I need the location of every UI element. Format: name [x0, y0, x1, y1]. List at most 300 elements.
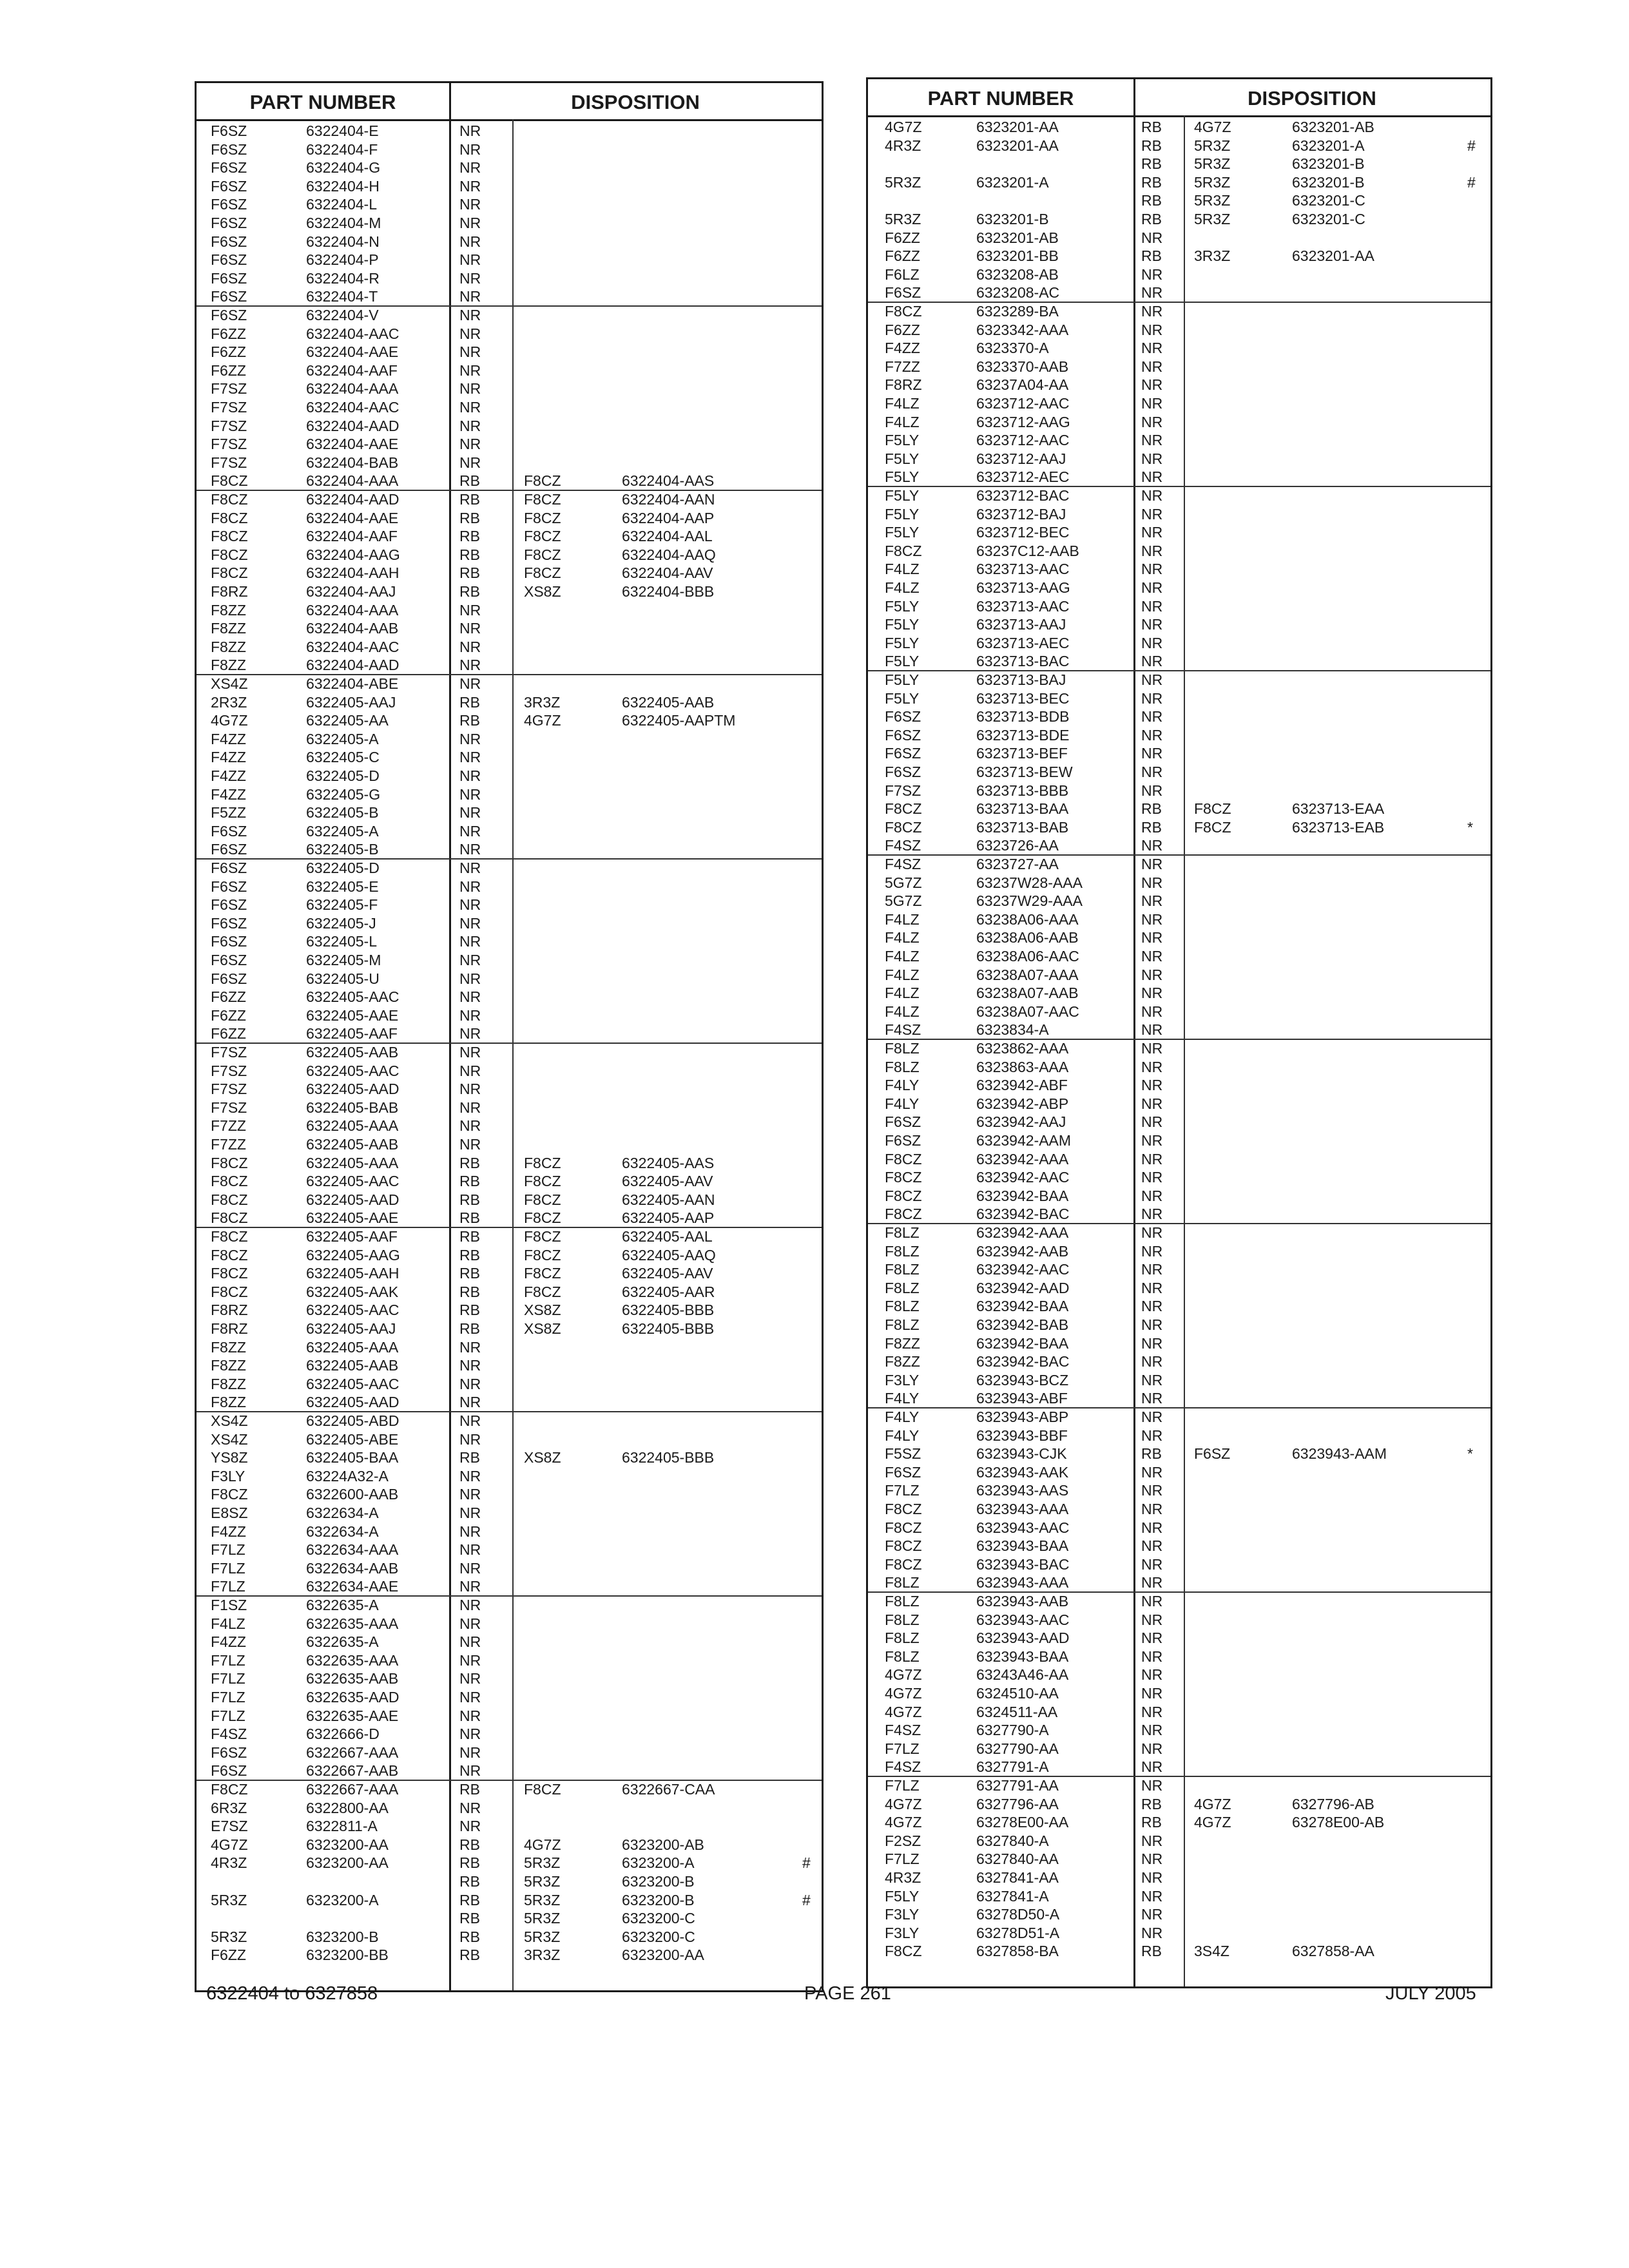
prefix-cell: F8RZ [211, 1302, 248, 1319]
part-number-cell: 6323342-AAA [976, 321, 1069, 338]
disposition-code-cell: NR [1141, 1482, 1163, 1499]
disposition-code-cell: NR [1141, 1077, 1163, 1094]
disposition-header: DISPOSITION [1248, 87, 1376, 110]
prefix-cell: F7LZ [885, 1482, 920, 1499]
prefix-cell: F4ZZ [885, 340, 920, 357]
table-row [868, 1869, 1490, 1887]
part-number-cell: 6322405-A [306, 822, 379, 840]
prefix-cell: F7SZ [211, 1099, 247, 1116]
replacement-prefix-cell: F8CZ [524, 1228, 561, 1245]
table-block [868, 117, 1490, 303]
table-row [197, 859, 822, 878]
prefix-cell: F1SZ [211, 1597, 247, 1613]
disposition-code-cell: NR [1141, 948, 1163, 965]
disposition-code-cell: NR [1141, 1040, 1163, 1057]
replacement-number-cell: 6322405-AAN [622, 1191, 715, 1208]
replacement-number-cell: 6322405-BBB [622, 1302, 715, 1319]
table-row [197, 1615, 822, 1633]
part-number-cell: 6323713-BDB [976, 708, 1070, 726]
disposition-code-cell: NR [459, 1136, 481, 1153]
table-row [197, 1669, 822, 1688]
table-row [868, 560, 1490, 579]
part-number-cell: 6322404-AAD [306, 417, 400, 434]
prefix-cell: F8ZZ [211, 620, 246, 637]
replacement-prefix-cell: 4G7Z [1194, 1814, 1231, 1831]
part-number-cell: 6322600-AAB [306, 1486, 399, 1503]
part-number-cell: 6322635-AAA [306, 1615, 399, 1632]
prefix-cell: F6ZZ [211, 325, 246, 342]
prefix-cell: F8ZZ [211, 1357, 246, 1374]
part-number-cell: 6327840-A [976, 1832, 1049, 1849]
part-number-cell: 63238A07-AAC [976, 1003, 1079, 1020]
table-row [197, 656, 822, 675]
prefix-cell: F8CZ [211, 491, 248, 508]
table-row [197, 1320, 822, 1338]
prefix-cell: F6SZ [211, 896, 247, 914]
part-number-cell: 6323713-AAC [976, 561, 1070, 578]
table-block [197, 858, 822, 1044]
prefix-cell: F6ZZ [885, 247, 920, 265]
disposition-code-cell: NR [459, 952, 481, 968]
table-row [197, 122, 822, 140]
part-number-cell: 6327840-AA [976, 1850, 1059, 1868]
part-number-cell: 6323201-B [976, 211, 1049, 227]
table-row [197, 914, 822, 933]
prefix-cell: F8CZ [885, 1501, 922, 1517]
prefix-cell: 5G7Z [885, 892, 922, 910]
table-row [868, 247, 1490, 265]
prefix-cell: F8CZ [885, 303, 922, 320]
part-number-cell: 6322634-AAA [306, 1541, 399, 1559]
replacement-prefix-cell: 4G7Z [524, 712, 561, 729]
disposition-code-cell: NR [459, 343, 481, 361]
table-row [197, 1504, 822, 1523]
prefix-cell: F8LZ [885, 1058, 920, 1075]
disposition-header: DISPOSITION [571, 91, 700, 113]
prefix-cell: F6SZ [211, 878, 247, 895]
table-block [197, 1227, 822, 1412]
table-row [868, 1666, 1490, 1684]
replacement-number-cell: 6322405-AAS [622, 1154, 715, 1171]
prefix-cell: F8ZZ [211, 1338, 246, 1356]
disposition-code-cell: NR [459, 1504, 481, 1521]
prefix-cell: F7LZ [211, 1559, 246, 1577]
disposition-code-cell: RB [1141, 1795, 1162, 1812]
prefix-cell: F7LZ [211, 1541, 246, 1559]
prefix-cell: F4ZZ [211, 730, 246, 747]
table-row [197, 748, 822, 767]
part-number-cell: 6322635-A [306, 1597, 379, 1613]
disposition-code-cell: NR [1141, 358, 1163, 375]
prefix-cell: F8CZ [211, 472, 248, 490]
table-row [868, 1832, 1490, 1850]
replacement-prefix-cell: XS8Z [524, 1320, 561, 1337]
disposition-code-cell: NR [1141, 340, 1163, 357]
table-row [197, 1191, 822, 1209]
part-number-cell: 6322635-AAA [306, 1651, 399, 1669]
disposition-code-cell: NR [459, 1651, 481, 1669]
part-number-cell: 6322405-ABE [306, 1430, 399, 1448]
replacement-number-cell: 6322404-AAV [622, 564, 713, 582]
prefix-cell: F6LZ [885, 265, 920, 283]
replacement-prefix-cell: F8CZ [524, 1209, 561, 1227]
table-row [197, 159, 822, 177]
disposition-code-cell: NR [1141, 837, 1163, 854]
table-row [197, 822, 822, 841]
replacement-number-cell: 6323200-A [622, 1854, 695, 1872]
prefix-cell: F4SZ [885, 1021, 921, 1039]
part-number-cell: 6323942-AAM [976, 1132, 1072, 1149]
prefix-cell: F8CZ [885, 1187, 922, 1204]
table-row [197, 951, 822, 970]
part-number-cell: 6323942-AAA [976, 1150, 1069, 1168]
table-row [197, 1909, 822, 1928]
part-number-cell: 63237W28-AAA [976, 874, 1083, 891]
part-number-cell: 6322405-AAD [306, 1394, 400, 1411]
part-number-cell: 6322404-AAD [306, 657, 400, 674]
part-number-cell: 6322404-AAB [306, 620, 399, 637]
part-number-cell: 6323942-BAA [976, 1298, 1069, 1315]
replacement-prefix-cell: 5R3Z [524, 1854, 561, 1872]
part-number-cell: 6323942-AAB [976, 1242, 1069, 1260]
table-row [197, 638, 822, 657]
disposition-code-cell: NR [1141, 1132, 1163, 1149]
disposition-code-cell: RB [1141, 137, 1162, 154]
prefix-cell: F6SZ [211, 307, 247, 323]
part-number-cell: 6322404-AAC [306, 638, 400, 655]
table-row [868, 155, 1490, 173]
prefix-cell: F7LZ [211, 1707, 246, 1724]
part-number-cell: 6323943-AAA [976, 1574, 1069, 1591]
part-number-cell: 6323943-AAA [976, 1501, 1069, 1517]
disposition-code-cell: NR [459, 325, 481, 342]
disposition-code-cell: NR [459, 1523, 481, 1540]
replacement-prefix-cell: 5R3Z [1194, 155, 1231, 173]
part-number-cell: 6322405-C [306, 749, 380, 766]
part-number-cell: 6323942-AAC [976, 1261, 1070, 1278]
prefix-cell: F4LZ [885, 1003, 920, 1020]
table-row [197, 1836, 822, 1854]
prefix-cell: 4G7Z [885, 1795, 922, 1812]
replacement-number-cell: 6323200-C [622, 1928, 695, 1945]
table-row [868, 782, 1490, 800]
table-row [197, 1688, 822, 1707]
part-number-cell: 63224A32-A [306, 1467, 389, 1485]
disposition-code-cell: NR [459, 804, 481, 822]
table-row [197, 1946, 822, 1965]
table-row [868, 818, 1490, 837]
table-row [197, 785, 822, 804]
table-row [197, 1062, 822, 1081]
part-number-cell: 6323713-AAC [976, 597, 1070, 615]
replacement-prefix-cell: 5R3Z [1194, 173, 1231, 191]
disposition-code-cell: NR [1141, 634, 1163, 651]
prefix-cell: F6SZ [211, 215, 247, 231]
disposition-code-cell: NR [459, 1578, 481, 1595]
prefix-cell: 4G7Z [211, 712, 248, 729]
table-row [197, 343, 822, 361]
part-number-cell: 6322405-B [306, 841, 379, 858]
table-row [197, 177, 822, 196]
part-number-cell: 6323862-AAA [976, 1040, 1069, 1057]
prefix-cell: F7LZ [211, 1651, 246, 1669]
table-row [868, 1573, 1490, 1592]
part-number-cell: 6322404-AAJ [306, 583, 396, 600]
part-number-cell: 6322405-AAB [306, 1357, 399, 1374]
table-row [197, 1559, 822, 1578]
disposition-code-cell: NR [459, 1725, 481, 1743]
table-row [868, 1003, 1490, 1021]
disposition-code-cell: NR [1141, 1408, 1163, 1425]
table-row [197, 1080, 822, 1099]
table-row [197, 233, 822, 251]
replacement-number-cell: 6322404-BBB [622, 583, 715, 600]
table-row [868, 744, 1490, 763]
prefix-cell: F5LY [885, 450, 920, 467]
table-row [868, 910, 1490, 929]
replacement-number-cell: 6323201-C [1292, 211, 1365, 227]
part-number-cell: 6322405-ABD [306, 1412, 400, 1429]
replacement-number-cell: 6322405-AAR [622, 1283, 715, 1300]
prefix-cell: F6SZ [885, 745, 921, 762]
part-number-cell: 6322405-F [306, 896, 378, 914]
table-block [868, 1591, 1490, 1777]
disposition-code-cell: NR [1141, 265, 1163, 283]
prefix-cell: F6SZ [211, 159, 247, 177]
disposition-code-cell: NR [1141, 1593, 1163, 1610]
part-number-cell: 6322405-AAB [306, 1044, 399, 1061]
replacement-prefix-cell: F8CZ [524, 564, 561, 582]
part-number-cell: 6323942-AAD [976, 1279, 1070, 1296]
prefix-cell: F7ZZ [211, 1117, 246, 1135]
prefix-cell: F7SZ [211, 399, 247, 416]
replacement-prefix-cell: F8CZ [524, 1173, 561, 1190]
table-row [868, 1352, 1490, 1371]
prefix-cell: F8CZ [211, 1265, 248, 1282]
table-block [197, 1411, 822, 1597]
disposition-code-cell: NR [459, 878, 481, 895]
part-number-cell: 63238A06-AAA [976, 910, 1079, 928]
part-number-cell: 6322405-G [306, 785, 381, 803]
part-number-cell: 6323200-AA [306, 1854, 389, 1872]
prefix-cell: 5G7Z [885, 874, 922, 891]
part-number-cell: 6323712-AEC [976, 468, 1070, 486]
part-number-cell: 6327790-AA [976, 1740, 1059, 1757]
disposition-code-cell: NR [1141, 1169, 1163, 1186]
part-number-cell: 6322404-P [306, 251, 379, 269]
part-number-cell: 6323201-A [976, 173, 1049, 191]
part-number-cell: 6322404-AAD [306, 491, 400, 508]
table-block [868, 670, 1490, 856]
disposition-code-cell: NR [459, 196, 481, 213]
disposition-code-cell: NR [1141, 579, 1163, 596]
disposition-code-cell: RB [459, 1154, 480, 1171]
part-number-cell: 6323712-BAC [976, 487, 1070, 504]
table-row [868, 1205, 1490, 1224]
table-block [868, 1223, 1490, 1408]
replacement-prefix-cell: F8CZ [524, 509, 561, 526]
table-row [197, 251, 822, 269]
disposition-code-cell: NR [459, 1412, 481, 1429]
prefix-cell: F8CZ [211, 1173, 248, 1190]
disposition-code-cell: NR [1141, 1924, 1163, 1941]
prefix-cell: F6ZZ [885, 321, 920, 338]
replacement-number-cell: 6322667-CAA [622, 1781, 715, 1798]
disposition-code-cell: NR [1141, 1427, 1163, 1444]
disposition-code-cell: NR [1141, 929, 1163, 947]
part-number-cell: 63278E00-AA [976, 1814, 1069, 1831]
part-number-cell: 6323713-BAC [976, 653, 1070, 670]
part-number-cell: 6323943-AAK [976, 1463, 1069, 1481]
disposition-code-cell: NR [1141, 450, 1163, 467]
table-row [197, 306, 822, 325]
prefix-cell: F8LZ [885, 1316, 920, 1333]
table-block [868, 854, 1490, 1040]
part-number-cell: 6323942-ABP [976, 1095, 1069, 1112]
disposition-code-cell: NR [1141, 505, 1163, 523]
part-number-cell: 6323713-BAJ [976, 671, 1066, 688]
replacement-prefix-cell: 3R3Z [524, 693, 561, 711]
part-number-cell: 6323863-AAA [976, 1058, 1069, 1075]
part-number-cell: 6323713-BAA [976, 800, 1069, 818]
disposition-code-cell: NR [459, 1062, 481, 1079]
prefix-cell: F6SZ [885, 1132, 921, 1149]
prefix-cell: F8ZZ [211, 1394, 246, 1411]
prefix-cell: F8CZ [211, 1191, 248, 1208]
table-row [868, 707, 1490, 726]
disposition-code-cell: NR [1141, 561, 1163, 578]
part-number-cell: 6322811-A [306, 1818, 378, 1835]
disposition-code-cell: NR [1141, 1722, 1163, 1739]
part-number-cell: 6323713-AEC [976, 634, 1070, 651]
note-mark-cell: # [1467, 137, 1476, 154]
footer-range: 6322404 to 6327858 [206, 1983, 378, 2004]
prefix-cell: F4LY [885, 1408, 920, 1425]
part-number-cell: 6322405-A [306, 730, 379, 747]
part-number-header: PART NUMBER [927, 87, 1074, 110]
table-row [868, 542, 1490, 561]
table-block [868, 486, 1490, 671]
prefix-cell: F8LZ [885, 1593, 920, 1610]
part-number-cell: 6323726-AA [976, 837, 1059, 854]
prefix-cell: F8CZ [211, 546, 248, 563]
replacement-number-cell: 6323201-C [1292, 192, 1365, 209]
part-number-cell: 6324511-AA [976, 1703, 1058, 1720]
prefix-cell: F4ZZ [211, 749, 246, 766]
disposition-code-cell: NR [1141, 1187, 1163, 1204]
prefix-cell: F6SZ [885, 284, 921, 302]
prefix-cell: 4G7Z [885, 1814, 922, 1831]
disposition-code-cell: NR [1141, 764, 1163, 780]
table-row [868, 855, 1490, 874]
table-block [197, 490, 822, 675]
prefix-cell: E8SZ [211, 1504, 248, 1521]
prefix-cell: 5R3Z [211, 1891, 247, 1908]
prefix-cell: XS4Z [211, 1430, 248, 1448]
table-row [197, 1301, 822, 1320]
table-row [197, 1430, 822, 1449]
table-row [868, 431, 1490, 450]
disposition-code-cell: RB [1141, 155, 1162, 173]
table-row [868, 1924, 1490, 1943]
prefix-cell: F6SZ [211, 288, 247, 305]
disposition-code-cell: NR [1141, 1832, 1163, 1849]
replacement-prefix-cell: 5R3Z [1194, 137, 1231, 154]
replacement-number-cell: 6323200-B [622, 1891, 695, 1908]
prefix-cell: F7SZ [211, 1044, 247, 1061]
table-row [868, 1131, 1490, 1150]
part-number-cell: 6322635-AAE [306, 1707, 399, 1724]
prefix-cell: F8LZ [885, 1261, 920, 1278]
part-number-cell: 6322404-M [306, 215, 381, 231]
replacement-number-cell: 6323201-A [1292, 137, 1365, 154]
disposition-code-cell: NR [459, 988, 481, 1006]
part-number-cell: 6323943-AAC [976, 1611, 1070, 1628]
table-row [868, 1316, 1490, 1334]
replacement-prefix-cell: F8CZ [524, 1283, 561, 1300]
table-row [868, 1648, 1490, 1666]
prefix-cell: F4LZ [885, 948, 920, 965]
disposition-code-cell: RB [1141, 1445, 1162, 1463]
prefix-cell: F4LY [885, 1390, 920, 1407]
part-number-cell: 6322405-M [306, 952, 381, 968]
part-number-cell: 6323942-BAA [976, 1334, 1069, 1352]
part-number-cell: 63278D50-A [976, 1906, 1060, 1923]
table-row [197, 1817, 822, 1836]
table-row [868, 1629, 1490, 1648]
replacement-number-cell: 6322404-AAS [622, 472, 715, 490]
disposition-code-cell: RB [459, 1302, 480, 1319]
part-number-cell: 6323713-BBB [976, 782, 1069, 799]
prefix-cell: F5SZ [885, 1445, 921, 1463]
part-number-cell: 6322634-AAE [306, 1578, 399, 1595]
table-row [197, 840, 822, 859]
disposition-code-cell: NR [1141, 1334, 1163, 1352]
table-row [868, 1260, 1490, 1279]
prefix-cell: F8CZ [211, 1209, 248, 1227]
disposition-code-cell: NR [459, 1394, 481, 1411]
replacement-number-cell: 6322404-AAL [622, 528, 713, 545]
table-row [868, 1021, 1490, 1039]
disposition-code-cell: NR [459, 1099, 481, 1116]
table-row [868, 966, 1490, 985]
prefix-cell: F8ZZ [885, 1334, 920, 1352]
table-header [197, 83, 822, 121]
table-row [868, 1039, 1490, 1058]
prefix-cell: F4ZZ [211, 767, 246, 784]
disposition-code-cell: NR [1141, 229, 1163, 246]
disposition-code-cell: NR [1141, 1150, 1163, 1168]
prefix-cell: F4SZ [885, 837, 921, 854]
disposition-code-cell: NR [1141, 1113, 1163, 1131]
prefix-cell: F5LY [885, 616, 920, 633]
replacement-number-cell: 63278E00-AB [1292, 1814, 1385, 1831]
disposition-code-cell: NR [1141, 1574, 1163, 1591]
prefix-cell: F8ZZ [211, 1375, 246, 1392]
table-row [197, 1448, 822, 1467]
part-number-cell: 6323712-AAC [976, 395, 1070, 412]
disposition-code-cell: NR [1141, 1463, 1163, 1481]
part-number-cell: 6322405-AA [306, 712, 389, 729]
prefix-cell: F6SZ [211, 1762, 247, 1780]
prefix-cell: F8CZ [885, 1943, 922, 1960]
disposition-code-cell: NR [1141, 1611, 1163, 1628]
part-number-cell: 6322667-AAA [306, 1744, 399, 1761]
disposition-code-cell: NR [459, 730, 481, 747]
part-number-cell: 6322404-T [306, 288, 378, 305]
disposition-code-cell: NR [459, 1025, 481, 1043]
table-row [868, 1463, 1490, 1482]
